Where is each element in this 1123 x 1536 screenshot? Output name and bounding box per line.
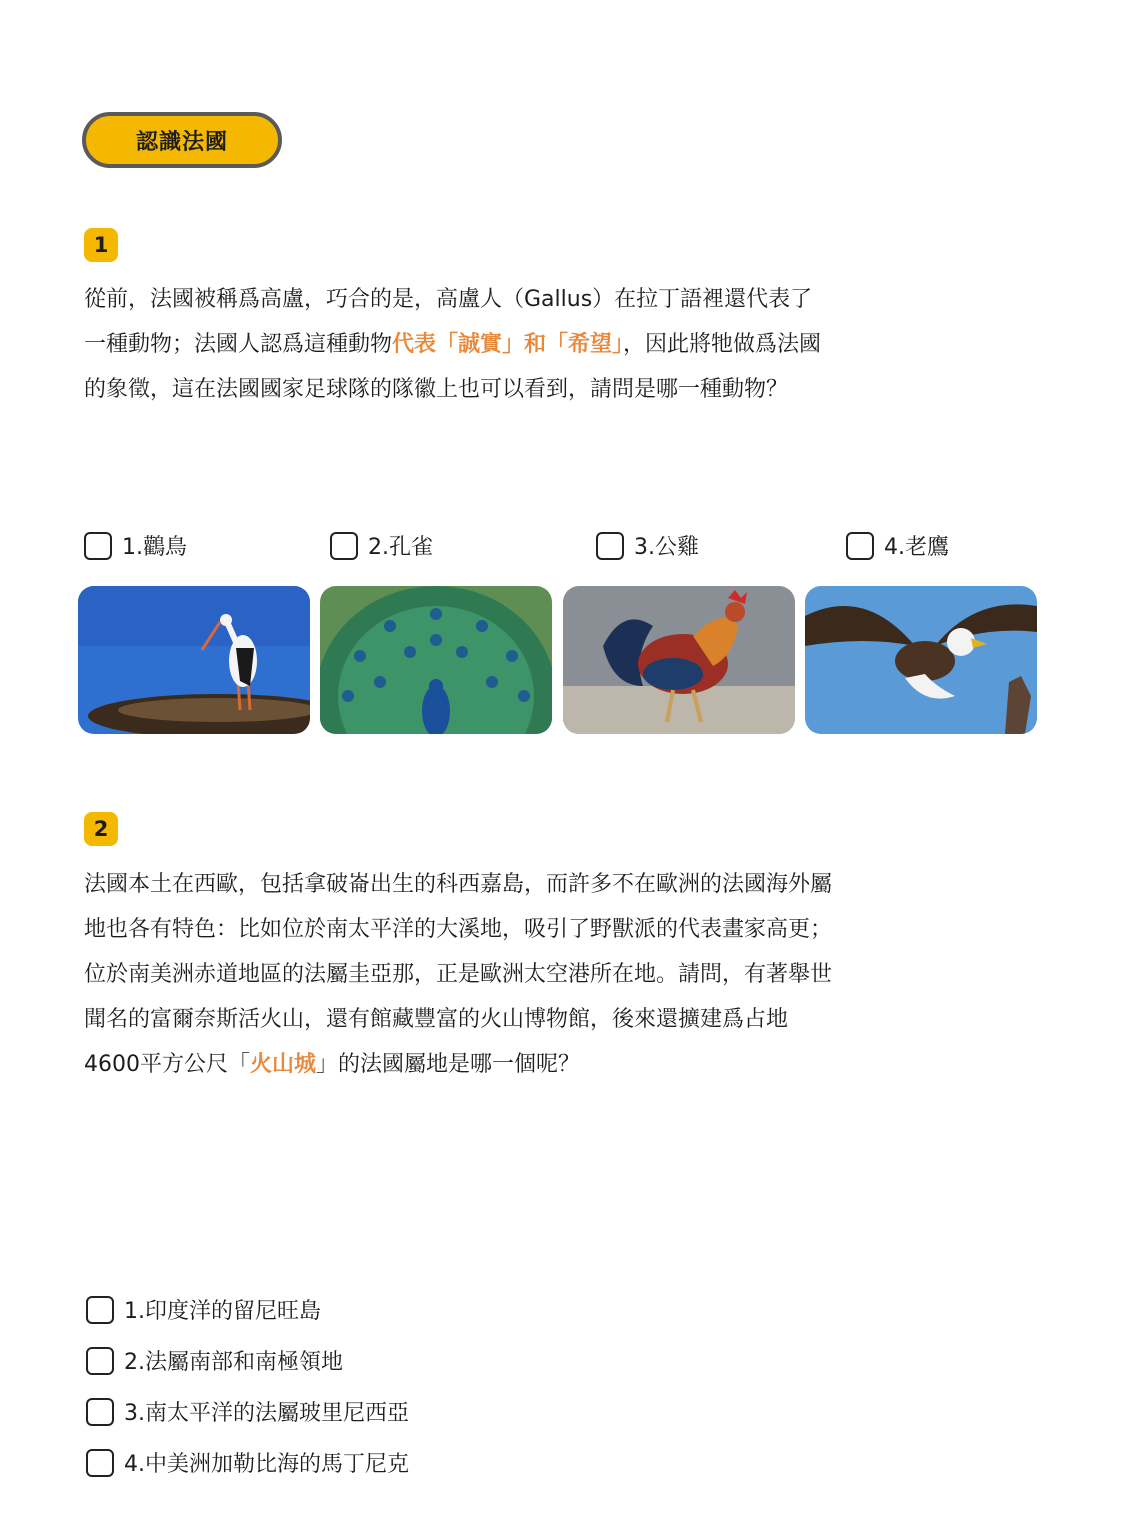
checkbox[interactable] <box>86 1296 114 1324</box>
question-1-highlight: 代表「誠實」和「希望」 <box>392 332 624 357</box>
q1-option-1[interactable] <box>84 530 187 561</box>
q1-option-3[interactable] <box>596 530 699 561</box>
q2-option-2[interactable] <box>86 1345 343 1376</box>
option-label: 2.孔雀 <box>368 535 433 560</box>
q1-option-2[interactable] <box>330 530 433 561</box>
checkbox[interactable] <box>330 532 358 560</box>
question-1-text-part1: 從前，法國被稱爲高盧，巧合的是，高盧人（Gallus）在拉丁語裡還代表了一種動物；法國人認爲這種動物 <box>84 287 813 357</box>
option-label: 4.老鷹 <box>884 535 949 560</box>
q1-option-4[interactable] <box>846 530 949 561</box>
question-1-text-part2: ，因此將牠做爲法國的象徵，這在法國國家足球隊的隊徽上也可以看到，請問是哪一種動物？ <box>84 332 822 402</box>
option-label: 2.法屬南部和南極領地 <box>124 1350 343 1375</box>
question-1-text <box>84 277 834 412</box>
q2-option-4[interactable] <box>86 1447 409 1478</box>
question-2-number: 2 <box>84 812 118 846</box>
peacock-photo <box>320 586 552 734</box>
question-2-text-part1: 法國本土在西歐，包括拿破崙出生的科西嘉島，而許多不在歐洲的法國海外屬地也各有特色：比如位於南太平洋的大溪地，吸引了野獸派的代表畫家高更；位於南美洲赤道地區的法屬圭亞那，正是歐洲太空港所在地。請問，有著舉世聞名的富爾奈斯活火山，還有館藏豐富的火山博物館，後來還擴建爲占地4600平方公尺「 <box>84 872 833 1077</box>
rooster-photo <box>563 586 795 734</box>
option-label: 4.中美洲加勒比海的馬丁尼克 <box>124 1452 409 1477</box>
checkbox[interactable] <box>86 1449 114 1477</box>
question-1-number: 1 <box>84 228 118 262</box>
checkbox[interactable] <box>86 1398 114 1426</box>
q2-option-3[interactable] <box>86 1396 409 1427</box>
checkbox[interactable] <box>846 532 874 560</box>
option-label: 3.南太平洋的法屬玻里尼西亞 <box>124 1401 409 1426</box>
question-2-text-part2: 」的法國屬地是哪一個呢？ <box>316 1052 581 1077</box>
option-label: 1.印度洋的留尼旺島 <box>124 1299 321 1324</box>
question-2-highlight: 火山城 <box>250 1052 317 1077</box>
section-title: 認識法國 <box>135 129 228 155</box>
stork-photo <box>78 586 310 734</box>
checkbox[interactable] <box>596 532 624 560</box>
checkbox[interactable] <box>84 532 112 560</box>
q2-option-1[interactable] <box>86 1294 321 1325</box>
section-title-badge <box>82 112 282 168</box>
question-2-text <box>84 862 834 1087</box>
option-label: 1.鸛鳥 <box>122 535 187 560</box>
eagle-photo <box>805 586 1037 734</box>
option-label: 3.公雞 <box>634 535 699 560</box>
checkbox[interactable] <box>86 1347 114 1375</box>
